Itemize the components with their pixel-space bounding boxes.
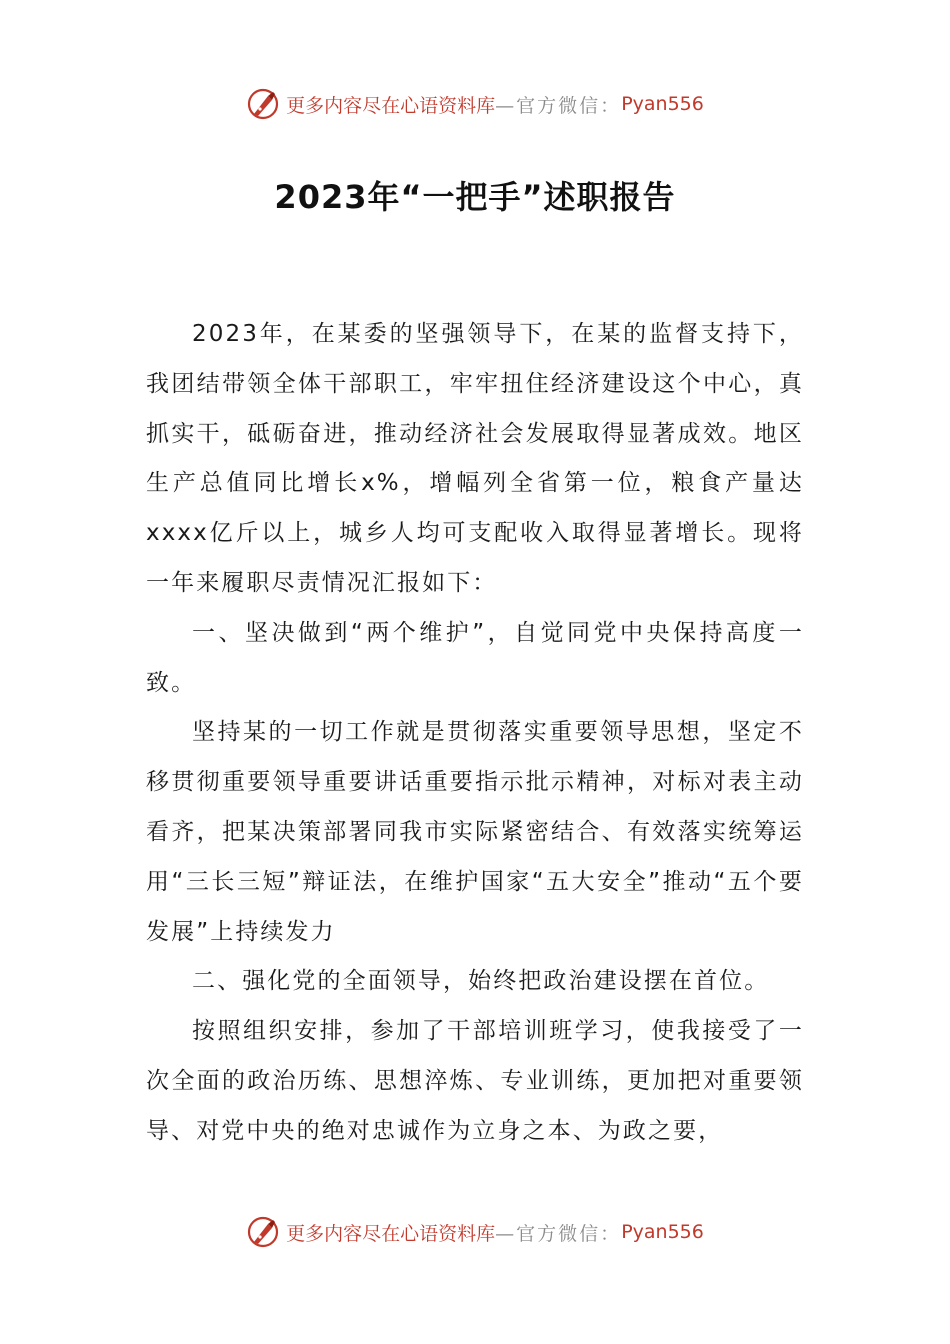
banner-sub-text: —官方微信： <box>495 94 622 117</box>
banner-sub-text: —官方微信： <box>495 1222 622 1245</box>
heading-section-2: 二、强化党的全面领导，始终把政治建设摆在首位。 <box>192 968 770 995</box>
footer-watermark-banner <box>0 1212 950 1252</box>
banner-wechat-id: Pyan556 <box>621 1221 704 1243</box>
pen-nib-logo-icon <box>246 87 280 121</box>
pen-nib-logo-icon <box>246 1215 280 1249</box>
paragraph-section-2: 按照组织安排，参加了干部培训班学习，使我接受了一次全面的政治历练、思想淬炼、专业训练，更加把对重要领导、对党中央的绝对忠诚作为立身之本、为政之要， <box>146 1018 804 1144</box>
banner-wechat-id: Pyan556 <box>621 93 704 115</box>
document-body <box>146 310 804 1157</box>
banner-main-text: 更多内容尽在心语资料库 <box>286 1222 496 1245</box>
document-title: 2023年“一把手”述职报告 <box>274 178 676 216</box>
heading-section-1: 一、坚决做到“两个维护”，自觉同党中央保持高度一致。 <box>146 619 804 696</box>
paragraph-section-1: 坚持某的一切工作就是贯彻落实重要领导思想，坚定不移贯彻重要领导重要讲话重要指示批示精神，对标对表主动看齐，把某决策部署同我市实际紧密结合、有效落实统筹运用“三长三短”辩证法，在维护国家“五大安全”推动“五个要发展”上持续发力 <box>146 719 804 945</box>
paragraph-intro: 2023年，在某委的坚强领导下，在某的监督支持下，我团结带领全体干部职工，牢牢扭住经济建设这个中心，真抓实干，砥砺奋进，推动经济社会发展取得显著成效。地区生产总值同比增长x%，增幅列全省第一位，粮食产量达xxxx亿斤以上，城乡人均可支配收入取得显著增长。现将一年来履职尽责情况汇报如下： <box>146 321 804 596</box>
banner-main-text: 更多内容尽在心语资料库 <box>286 94 496 117</box>
header-watermark-banner <box>0 84 950 124</box>
